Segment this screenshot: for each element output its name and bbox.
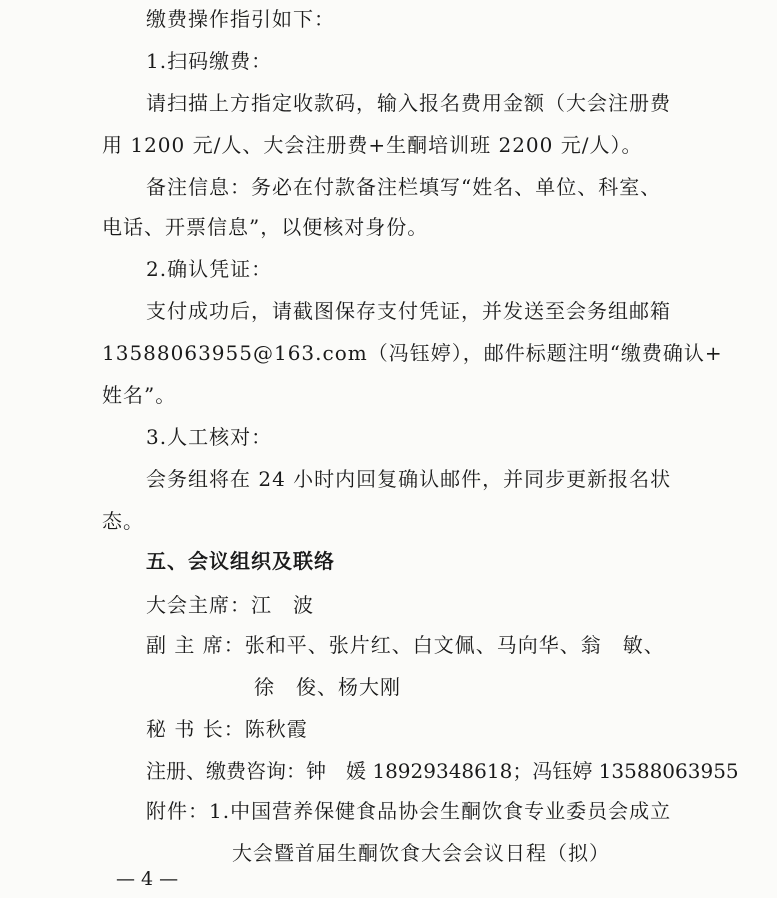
attachment-line: 大会暨首届生酮饮食大会会议日程（拟） bbox=[232, 841, 610, 865]
text-line: 姓名”。 bbox=[102, 383, 177, 407]
section-heading: 五、会议组织及联络 bbox=[146, 549, 335, 573]
text-line: 2.确认凭证： bbox=[146, 257, 273, 281]
text-line: 3.人工核对： bbox=[146, 425, 273, 449]
text-line: 态。 bbox=[102, 509, 144, 533]
contact-line: 注册、缴费咨询：钟 媛 18929348618；冯钰婷 13588063955 bbox=[146, 759, 739, 783]
text-line: 支付成功后，请截图保存支付凭证，并发送至会务组邮箱 bbox=[146, 299, 671, 323]
text-line: 缴费操作指引如下： bbox=[146, 7, 335, 31]
attachment-line: 附件：1.中国营养保健食品协会生酮饮食专业委员会成立 bbox=[146, 799, 672, 823]
page-number: — 4 — bbox=[116, 868, 179, 890]
text-line: 13588063955@163.com（冯钰婷），邮件标题注明“缴费确认+ bbox=[102, 341, 723, 365]
org-line: 大会主席：江 波 bbox=[146, 593, 314, 617]
org-line: 徐 俊、杨大刚 bbox=[254, 675, 401, 699]
text-line: 备注信息：务必在付款备注栏填写“姓名、单位、科室、 bbox=[146, 175, 662, 199]
org-line: 秘 书 长：陈秋霞 bbox=[146, 717, 308, 741]
org-line: 副 主 席：张和平、张片红、白文佩、马向华、翁 敏、 bbox=[146, 633, 665, 657]
text-line: 电话、开票信息”，以便核对身份。 bbox=[102, 215, 429, 239]
text-line: 1.扫码缴费： bbox=[146, 49, 273, 73]
text-line: 请扫描上方指定收款码，输入报名费用金额（大会注册费 bbox=[146, 91, 671, 115]
text-line: 会务组将在 24 小时内回复确认邮件，并同步更新报名状 bbox=[146, 467, 672, 491]
text-line: 用 1200 元/人、大会注册费+生酮培训班 2200 元/人）。 bbox=[102, 133, 643, 157]
